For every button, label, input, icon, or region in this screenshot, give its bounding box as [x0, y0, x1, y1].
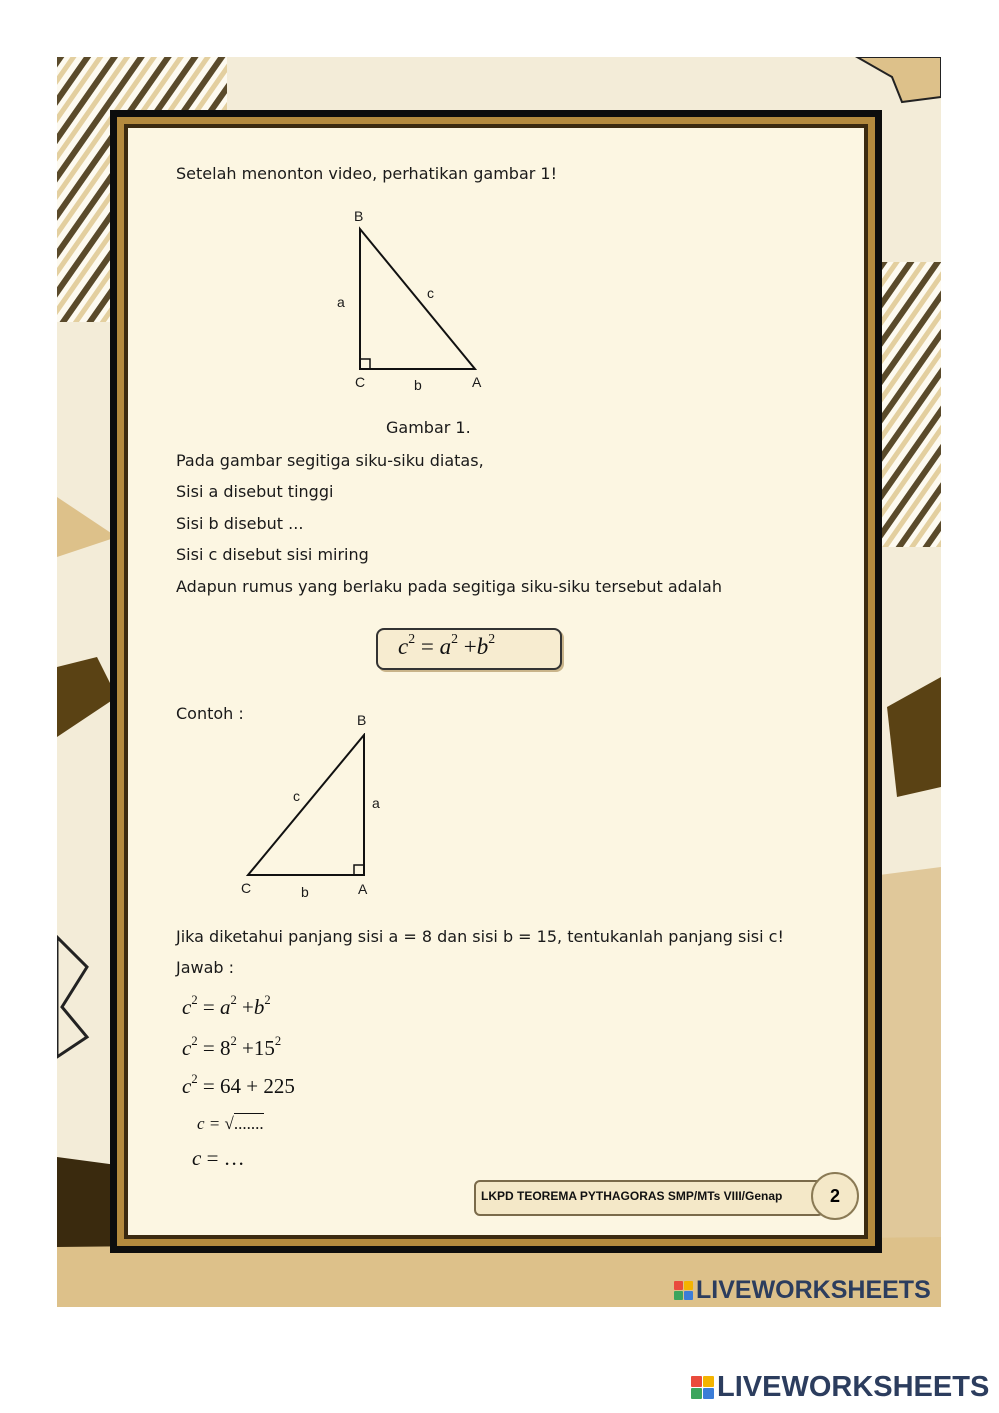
content-paper	[128, 128, 864, 1235]
solution-step-3: $c^2 = 64 + 225$	[182, 1071, 295, 1098]
example-label: Contoh :	[176, 704, 244, 723]
example-side-a: a	[372, 795, 380, 811]
example-side-b: b	[301, 884, 309, 900]
figure1-vertex-c: C	[355, 374, 366, 390]
text-line-5: Adapun rumus yang berlaku pada segitiga siku-siku tersebut adalah	[176, 577, 722, 596]
example-vertex-a: A	[358, 881, 368, 897]
page-number: 2	[811, 1172, 859, 1220]
triangle-figure-1	[355, 222, 485, 374]
solution-step-2: $c^2 = 8^2 +15^2$	[182, 1033, 282, 1060]
answer-label: Jawab :	[176, 958, 235, 977]
figure1-side-b: b	[414, 377, 422, 393]
example-vertex-c: C	[241, 880, 252, 896]
pythagoras-formula: $c^2 = a^2 +b^2$	[398, 630, 496, 659]
text-line-3: Sisi b disebut ...	[176, 514, 304, 533]
liveworksheets-logo-icon	[674, 1281, 693, 1300]
intro-text: Setelah menonton video, perhatikan gambar 1!	[176, 164, 557, 183]
liveworksheets-watermark-inner: LIVEWORKSHEETS	[674, 1276, 931, 1305]
liveworksheets-watermark-outer: LIVEWORKSHEETS	[691, 1371, 989, 1404]
figure1-side-c: c	[427, 285, 434, 301]
text-line-2: Sisi a disebut tinggi	[176, 482, 334, 501]
footer-title: LKPD TEOREMA PYTHAGORAS SMP/MTs VIII/Genap	[481, 1189, 783, 1203]
text-line-4: Sisi c disebut sisi miring	[176, 545, 369, 564]
example-side-c: c	[293, 788, 300, 804]
example-question: Jika diketahui panjang sisi a = 8 dan sisi b = 15, tentukanlah panjang sisi c!	[176, 927, 784, 946]
example-vertex-b: B	[357, 712, 367, 728]
solution-step-1: $c^2 = a^2 +b^2$	[182, 992, 271, 1019]
figure1-side-a: a	[337, 294, 345, 310]
figure1-vertex-a: A	[472, 374, 482, 390]
text-line-1: Pada gambar segitiga siku-siku diatas,	[176, 451, 484, 470]
liveworksheets-logo-icon	[691, 1376, 714, 1399]
solution-step-4: c = √.......	[197, 1114, 264, 1133]
triangle-figure-2	[244, 733, 370, 879]
solution-step-5: c = …	[192, 1146, 245, 1170]
figure1-vertex-b: B	[354, 208, 364, 224]
figure1-caption: Gambar 1.	[386, 418, 471, 437]
